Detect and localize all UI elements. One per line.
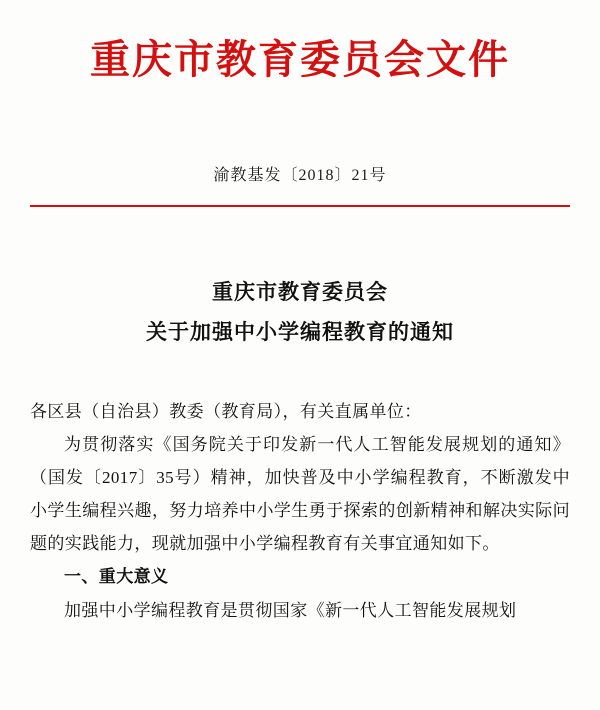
section-paragraph-1: 加强中小学编程教育是贯彻国家《新一代人工智能发展规划 — [64, 600, 517, 620]
red-divider-rule — [30, 205, 570, 207]
body-paragraph-1: 为贯彻落实《国务院关于印发新一代人工智能发展规划的通知》（国发〔2017〕35号）精神，加快普及中小学编程教育，不断激发中小学生编程兴趣，努力培养中小学生勇于探索的创新精神和解决实际问题的实践能力，现就加强中小学编程教育有关事宜通知如下。 — [30, 434, 570, 554]
salutation: 各区县（自治县）教委（教育局），有关直属单位： — [30, 401, 422, 421]
document-title-line-issuer: 重庆市教育委员会 — [212, 280, 388, 304]
masthead — [30, 0, 570, 84]
section-heading-1: 一、重大意义 — [64, 567, 169, 587]
document-title-line-subject: 关于加强中小学编程教育的通知 — [146, 319, 454, 344]
document-number: 渝教基发〔2018〕21号 — [213, 167, 387, 184]
document-title — [30, 273, 570, 353]
document-body — [30, 395, 570, 627]
masthead-title: 重庆市教育委员会文件 — [90, 37, 510, 82]
